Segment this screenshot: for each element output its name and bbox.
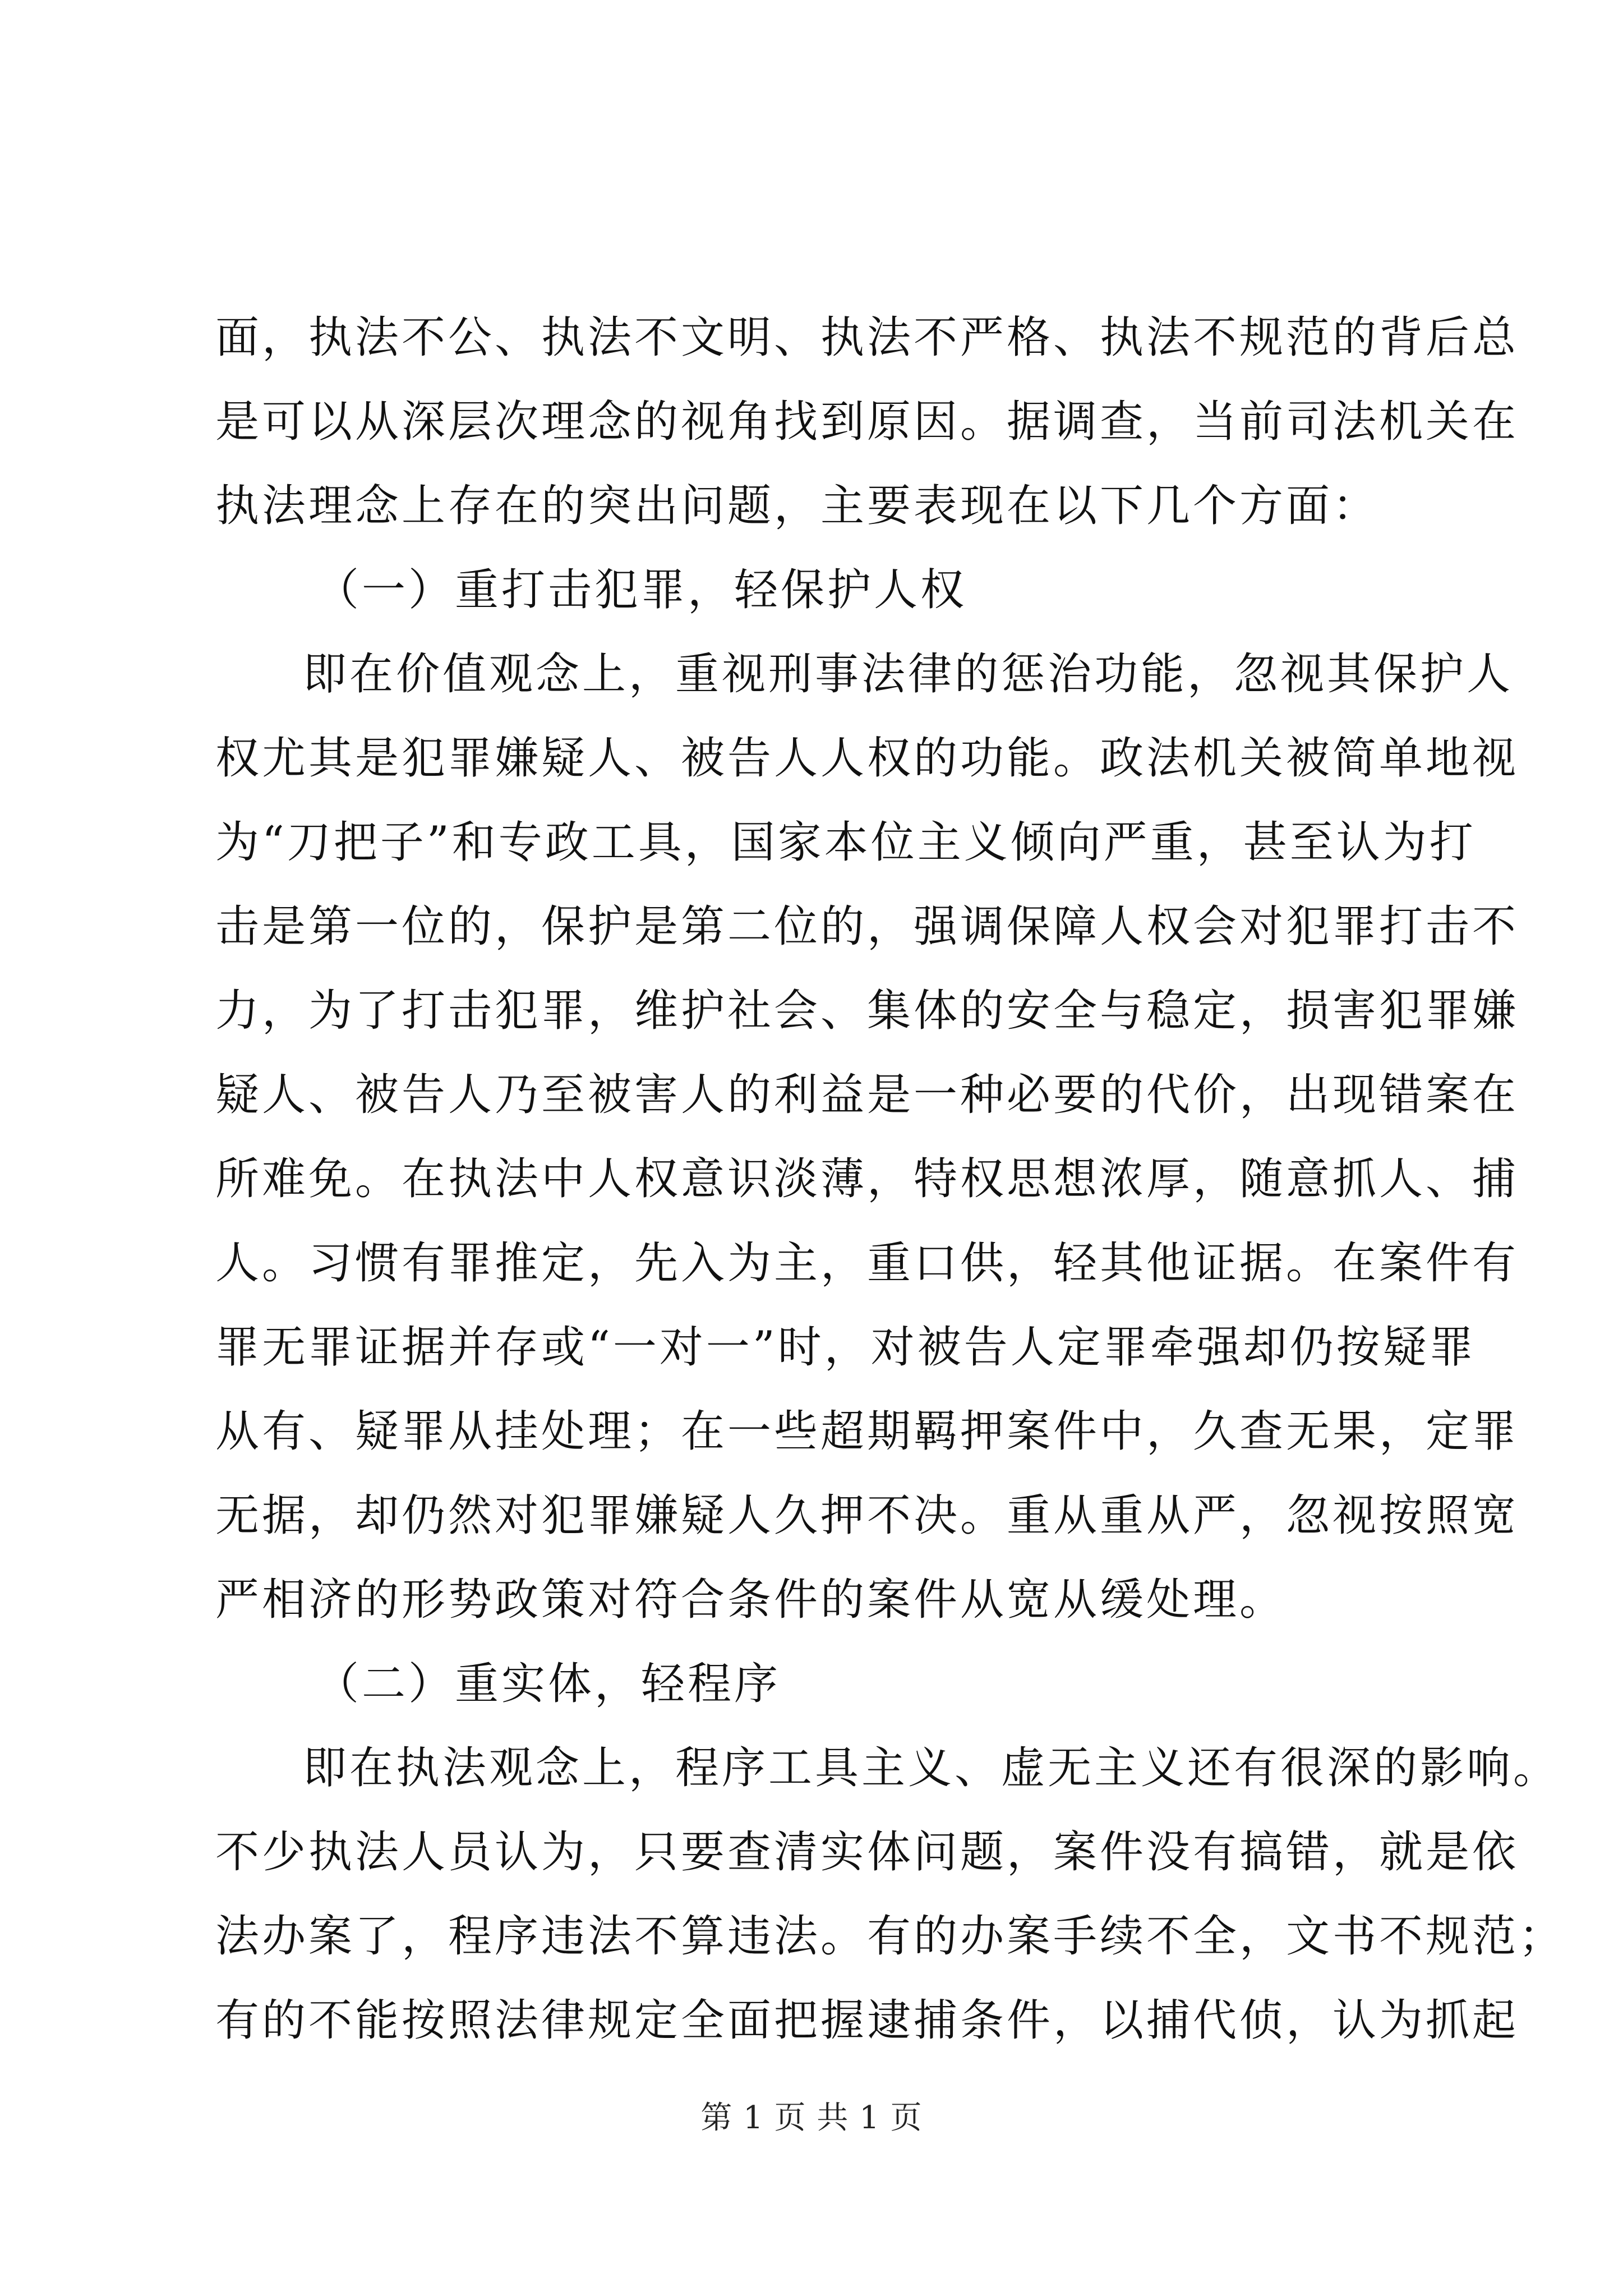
body-text-line: 权尤其是犯罪嫌疑人、被告人人权的功能。政法机关被简单地视 bbox=[215, 733, 1519, 784]
body-text-line: 有的不能按照法律规定全面把握逮捕条件，以捕代侦，认为抓起 bbox=[215, 1995, 1519, 2046]
body-text-line: 无据，却仍然对犯罪嫌疑人久押不决。重从重从严，忽视按照宽 bbox=[215, 1490, 1519, 1541]
paragraph-first-line: 即在执法观念上，程序工具主义、虚无主义还有很深的影响。 bbox=[303, 1743, 1560, 1793]
body-text-line: 是可以从深层次理念的视角找到原因。据调查，当前司法机关在 bbox=[215, 397, 1519, 447]
body-text-line: 面，执法不公、执法不文明、执法不严格、执法不规范的背后总 bbox=[215, 312, 1519, 363]
body-text-line: 击是第一位的，保护是第二位的，强调保障人权会对犯罪打击不 bbox=[215, 901, 1519, 952]
body-text-line: 疑人、被告人乃至被害人的利益是一种必要的代价，出现错案在 bbox=[215, 1070, 1519, 1120]
section-heading: （二）重实体，轻程序 bbox=[315, 1659, 781, 1709]
body-text-line: 为“刀把子”和专政工具，国家本位主义倾向严重，甚至认为打 bbox=[215, 817, 1476, 868]
body-text-line: 严相济的形势政策对符合条件的案件从宽从缓处理。 bbox=[215, 1575, 1287, 1625]
body-text-line: 从有、疑罪从挂处理；在一些超期羁押案件中，久查无果，定罪 bbox=[215, 1406, 1519, 1457]
body-text-line: 罪无罪证据并存或“一对一”时，对被告人定罪牵强却仍按疑罪 bbox=[215, 1322, 1476, 1373]
body-text-line: 法办案了，程序违法不算违法。有的办案手续不全，文书不规范； bbox=[215, 1911, 1566, 1962]
paragraph-first-line: 即在价值观念上，重视刑事法律的惩治功能，忽视其保护人 bbox=[303, 649, 1514, 700]
body-text-line: 不少执法人员认为，只要查清实体问题，案件没有搞错，就是依 bbox=[215, 1827, 1519, 1878]
section-heading: （一）重打击犯罪，轻保护人权 bbox=[315, 565, 967, 615]
body-text-line: 所难免。在执法中人权意识淡薄，特权思想浓厚，随意抓人、捕 bbox=[215, 1154, 1519, 1204]
body-text-line: 执法理念上存在的突出问题，主要表现在以下几个方面： bbox=[215, 481, 1380, 531]
page-footer: 第 1 页 共 1 页 bbox=[700, 2100, 923, 2136]
body-text-line: 力，为了打击犯罪，维护社会、集体的安全与稳定，损害犯罪嫌 bbox=[215, 986, 1519, 1036]
body-text-line: 人。习惯有罪推定，先入为主，重口供，轻其他证据。在案件有 bbox=[215, 1238, 1519, 1289]
